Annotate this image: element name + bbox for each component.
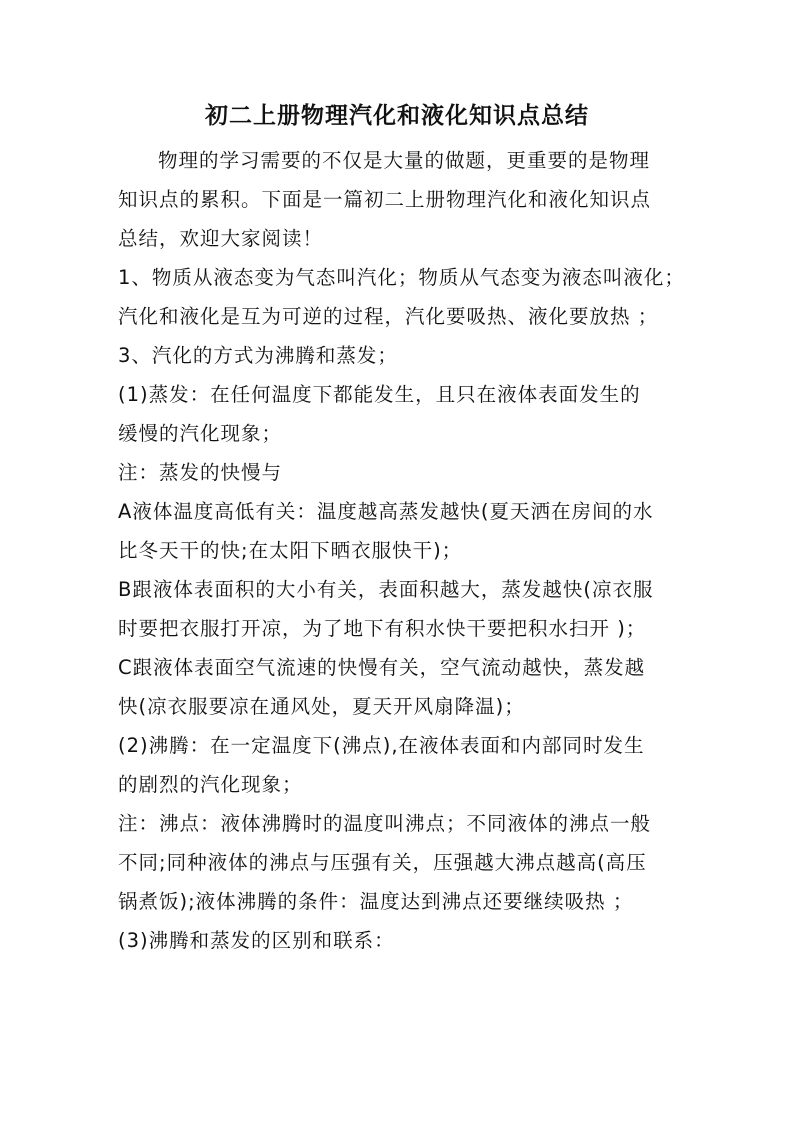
paragraph-line: 锅煮饭);液体沸腾的条件：温度达到沸点还要继续吸热 ； [118,890,634,913]
paragraph-line: 3、汽化的方式为沸腾和蒸发； [118,344,398,367]
paragraph-line: 缓慢的汽化现象； [118,422,283,445]
document-body [118,141,685,960]
paragraph-line: 快(凉衣服要凉在通风处，夏天开风扇降温)； [118,695,525,718]
paragraph-line: 汽化和液化是互为可逆的过程，汽化要吸热、液化要放热 ； [118,305,659,328]
paragraph-line: 物理的学习需要的不仅是大量的做题，更重要的是物理 [158,149,651,172]
paragraph-line: 知识点的累积。下面是一篇初二上册物理汽化和液化知识点 [118,188,652,211]
paragraph-line: 时要把衣服打开凉，为了地下有积水快干要把积水扫开 )； [118,617,647,640]
paragraph-line: 比冬天干的快;在太阳下晒衣服快干)； [118,539,463,562]
paragraph-line: B跟液体表面积的大小有关，表面积越大，蒸发越快(凉衣服 [118,578,654,601]
paragraph-line: 1、物质从液态变为气态叫汽化；物质从气态变为液态叫液化； [118,266,685,289]
paragraph-line: (2)沸腾：在一定温度下(沸点),在液体表面和内部同时发生 [118,734,645,757]
paragraph-line: 总结，欢迎大家阅读！ [118,227,324,250]
paragraph-line: (3)沸腾和蒸发的区别和联系： [118,929,395,952]
paragraph-line: 的剧烈的汽化现象； [118,773,303,796]
paragraph-line: C跟液体表面空气流速的快慢有关，空气流动越快，蒸发越 [118,656,646,679]
paragraph-line: A液体温度高低有关：温度越高蒸发越快(夏天洒在房间的水 [118,500,654,523]
paragraph-line: (1)蒸发：在任何温度下都能发生，且只在液体表面发生的 [118,383,641,406]
document-title: 初二上册物理汽化和液化知识点总结 [205,102,589,129]
paragraph-line: 注：沸点：液体沸腾时的温度叫沸点；不同液体的沸点一般 [118,812,652,835]
paragraph-line: 不同;同种液体的沸点与压强有关，压强越大沸点越高(高压 [118,851,647,874]
paragraph-line: 注：蒸发的快慢与 [118,461,283,484]
